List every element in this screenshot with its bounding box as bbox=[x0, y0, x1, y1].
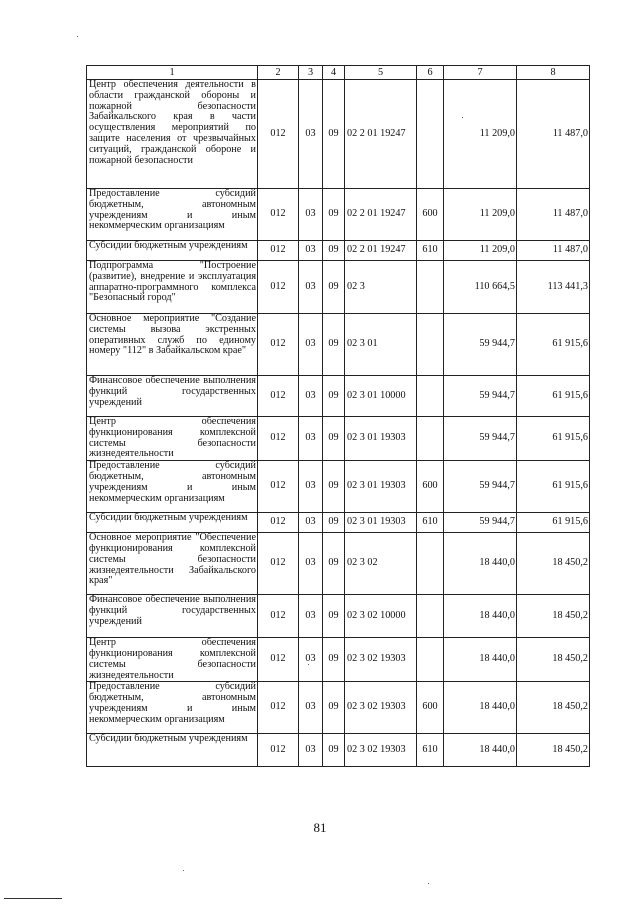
expense-type-cell: 610 bbox=[417, 513, 444, 533]
budget-table bbox=[86, 65, 590, 767]
grbs-code-cell: 012 bbox=[258, 461, 299, 513]
grbs-code-cell: 012 bbox=[258, 241, 299, 261]
header-cell: 3 bbox=[299, 66, 323, 80]
section-code-cell: 03 bbox=[299, 189, 323, 241]
amount-cell: 18 440,0 bbox=[444, 533, 517, 595]
table-row bbox=[87, 376, 590, 417]
amount-cell: 59 944,7 bbox=[444, 417, 517, 461]
row-name-cell: Финансовое обеспечение выполнения функций государственных учреждений bbox=[87, 595, 258, 638]
target-article-cell: 02 3 01 10000 bbox=[345, 376, 417, 417]
expense-type-cell bbox=[417, 638, 444, 682]
section-code-cell: 03 bbox=[299, 533, 323, 595]
target-article-cell: 02 3 01 19303 bbox=[345, 461, 417, 513]
expense-type-cell bbox=[417, 533, 444, 595]
subsection-code-cell: 09 bbox=[323, 80, 345, 189]
amount-cell: 61 915,6 bbox=[517, 461, 590, 513]
subsection-code-cell: 09 bbox=[323, 638, 345, 682]
row-name-cell: Финансовое обеспечение выполнения функций государственных учреждений bbox=[87, 376, 258, 417]
footnote-separator bbox=[4, 898, 62, 899]
grbs-code-cell: 012 bbox=[258, 638, 299, 682]
grbs-code-cell: 012 bbox=[258, 682, 299, 734]
section-code-cell: 03 bbox=[299, 314, 323, 376]
subsection-code-cell: 09 bbox=[323, 417, 345, 461]
amount-cell: 18 450,2 bbox=[517, 533, 590, 595]
section-code-cell: 03 bbox=[299, 734, 323, 767]
scan-speck bbox=[77, 36, 78, 37]
section-code-cell: 03 bbox=[299, 261, 323, 314]
expense-type-cell bbox=[417, 376, 444, 417]
table-row bbox=[87, 682, 590, 734]
table-header-row bbox=[87, 66, 590, 80]
amount-cell: 18 450,2 bbox=[517, 734, 590, 767]
grbs-code-cell: 012 bbox=[258, 513, 299, 533]
subsection-code-cell: 09 bbox=[323, 261, 345, 314]
subsection-code-cell: 09 bbox=[323, 241, 345, 261]
header-cell: 5 bbox=[345, 66, 417, 80]
amount-cell: 59 944,7 bbox=[444, 513, 517, 533]
amount-cell: 18 450,2 bbox=[517, 638, 590, 682]
grbs-code-cell: 012 bbox=[258, 261, 299, 314]
row-name-cell: Предоставление субсидий бюджетным, автономным учреждениям и иным некоммерческим организациям bbox=[87, 682, 258, 734]
subsection-code-cell: 09 bbox=[323, 376, 345, 417]
amount-cell: 61 915,6 bbox=[517, 314, 590, 376]
scan-speck bbox=[183, 870, 184, 871]
amount-cell: 59 944,7 bbox=[444, 314, 517, 376]
table-row bbox=[87, 241, 590, 261]
table-row bbox=[87, 80, 590, 189]
target-article-cell: 02 3 01 19303 bbox=[345, 417, 417, 461]
row-name-cell: Предоставление субсидий бюджетным, автономным учреждениям и иным некоммерческим организациям bbox=[87, 461, 258, 513]
grbs-code-cell: 012 bbox=[258, 376, 299, 417]
header-cell: 8 bbox=[517, 66, 590, 80]
target-article-cell: 02 3 02 10000 bbox=[345, 595, 417, 638]
row-name-cell: Основное мероприятие "Создание системы вызова экстренных оперативных служб по единому номеру "112" в Забайкальском крае" bbox=[87, 314, 258, 376]
expense-type-cell: 600 bbox=[417, 682, 444, 734]
grbs-code-cell: 012 bbox=[258, 314, 299, 376]
amount-cell: 18 440,0 bbox=[444, 595, 517, 638]
table-row bbox=[87, 314, 590, 376]
section-code-cell: 03 bbox=[299, 513, 323, 533]
subsection-code-cell: 09 bbox=[323, 734, 345, 767]
table-body bbox=[87, 66, 590, 767]
row-name-cell: Подпрограмма "Построение (развитие), внедрение и эксплуатация аппаратно-программного комплекса "Безопасный город" bbox=[87, 261, 258, 314]
table-row bbox=[87, 533, 590, 595]
target-article-cell: 02 3 02 bbox=[345, 533, 417, 595]
expense-type-cell: 610 bbox=[417, 734, 444, 767]
amount-cell: 11 487,0 bbox=[517, 241, 590, 261]
scan-speck bbox=[462, 117, 463, 118]
target-article-cell: 02 3 02 19303 bbox=[345, 682, 417, 734]
amount-cell: 18 440,0 bbox=[444, 734, 517, 767]
table-row bbox=[87, 261, 590, 314]
row-name-cell: Субсидии бюджетным учреждениям bbox=[87, 513, 258, 533]
header-cell: 1 bbox=[87, 66, 258, 80]
row-name-cell: Центр обеспечения функционирования комплексной системы безопасности жизнедеятельности bbox=[87, 638, 258, 682]
table-row bbox=[87, 417, 590, 461]
amount-cell: 11 209,0 bbox=[444, 80, 517, 189]
grbs-code-cell: 012 bbox=[258, 417, 299, 461]
section-code-cell: 03 bbox=[299, 682, 323, 734]
subsection-code-cell: 09 bbox=[323, 513, 345, 533]
expense-type-cell bbox=[417, 595, 444, 638]
amount-cell: 18 440,0 bbox=[444, 682, 517, 734]
header-cell: 4 bbox=[323, 66, 345, 80]
grbs-code-cell: 012 bbox=[258, 80, 299, 189]
target-article-cell: 02 2 01 19247 bbox=[345, 241, 417, 261]
target-article-cell: 02 3 01 bbox=[345, 314, 417, 376]
target-article-cell: 02 3 01 19303 bbox=[345, 513, 417, 533]
grbs-code-cell: 012 bbox=[258, 595, 299, 638]
amount-cell: 61 915,6 bbox=[517, 376, 590, 417]
row-name-cell: Субсидии бюджетным учреждениям bbox=[87, 241, 258, 261]
grbs-code-cell: 012 bbox=[258, 533, 299, 595]
scan-speck bbox=[308, 664, 309, 665]
section-code-cell: 03 bbox=[299, 417, 323, 461]
amount-cell: 59 944,7 bbox=[444, 376, 517, 417]
subsection-code-cell: 09 bbox=[323, 682, 345, 734]
amount-cell: 113 441,3 bbox=[517, 261, 590, 314]
target-article-cell: 02 3 02 19303 bbox=[345, 734, 417, 767]
amount-cell: 18 450,2 bbox=[517, 595, 590, 638]
table-row bbox=[87, 513, 590, 533]
section-code-cell: 03 bbox=[299, 461, 323, 513]
section-code-cell: 03 bbox=[299, 638, 323, 682]
amount-cell: 11 209,0 bbox=[444, 189, 517, 241]
expense-type-cell bbox=[417, 80, 444, 189]
row-name-cell: Предоставление субсидий бюджетным, автономным учреждениям и иным некоммерческим организациям bbox=[87, 189, 258, 241]
amount-cell: 18 440,0 bbox=[444, 638, 517, 682]
table-row bbox=[87, 734, 590, 767]
subsection-code-cell: 09 bbox=[323, 595, 345, 638]
section-code-cell: 03 bbox=[299, 376, 323, 417]
grbs-code-cell: 012 bbox=[258, 734, 299, 767]
page-number: 81 bbox=[313, 820, 327, 835]
expense-type-cell bbox=[417, 314, 444, 376]
amount-cell: 59 944,7 bbox=[444, 461, 517, 513]
amount-cell: 11 209,0 bbox=[444, 241, 517, 261]
table-row bbox=[87, 189, 590, 241]
amount-cell: 61 915,6 bbox=[517, 513, 590, 533]
header-cell: 2 bbox=[258, 66, 299, 80]
expense-type-cell: 610 bbox=[417, 241, 444, 261]
row-name-cell: Центр обеспечения функционирования комплексной системы безопасности жизнедеятельности bbox=[87, 417, 258, 461]
section-code-cell: 03 bbox=[299, 241, 323, 261]
subsection-code-cell: 09 bbox=[323, 461, 345, 513]
subsection-code-cell: 09 bbox=[323, 533, 345, 595]
subsection-code-cell: 09 bbox=[323, 189, 345, 241]
scan-speck bbox=[428, 883, 429, 884]
header-cell: 7 bbox=[444, 66, 517, 80]
target-article-cell: 02 2 01 19247 bbox=[345, 80, 417, 189]
amount-cell: 18 450,2 bbox=[517, 682, 590, 734]
amount-cell: 11 487,0 bbox=[517, 80, 590, 189]
row-name-cell: Основное мероприятие "Обеспечение функционирования комплексной системы безопасности жизнедеятельности Забайкальского края" bbox=[87, 533, 258, 595]
expense-type-cell: 600 bbox=[417, 189, 444, 241]
expense-type-cell bbox=[417, 261, 444, 314]
amount-cell: 110 664,5 bbox=[444, 261, 517, 314]
section-code-cell: 03 bbox=[299, 80, 323, 189]
amount-cell: 61 915,6 bbox=[517, 417, 590, 461]
expense-type-cell bbox=[417, 417, 444, 461]
expense-type-cell: 600 bbox=[417, 461, 444, 513]
table-row bbox=[87, 461, 590, 513]
amount-cell: 11 487,0 bbox=[517, 189, 590, 241]
target-article-cell: 02 3 bbox=[345, 261, 417, 314]
section-code-cell: 03 bbox=[299, 595, 323, 638]
header-cell: 6 bbox=[417, 66, 444, 80]
row-name-cell: Центр обеспечения деятельности в области гражданской обороны и пожарной безопасности Забайкальского края в части осуществления мероприятий по защите населения от чрезвычайных ситуаций, гражданской обороне и пожарной безопасности bbox=[87, 80, 258, 189]
row-name-cell: Субсидии бюджетным учреждениям bbox=[87, 734, 258, 767]
target-article-cell: 02 2 01 19247 bbox=[345, 189, 417, 241]
subsection-code-cell: 09 bbox=[323, 314, 345, 376]
target-article-cell: 02 3 02 19303 bbox=[345, 638, 417, 682]
grbs-code-cell: 012 bbox=[258, 189, 299, 241]
table-row bbox=[87, 638, 590, 682]
table-row bbox=[87, 595, 590, 638]
